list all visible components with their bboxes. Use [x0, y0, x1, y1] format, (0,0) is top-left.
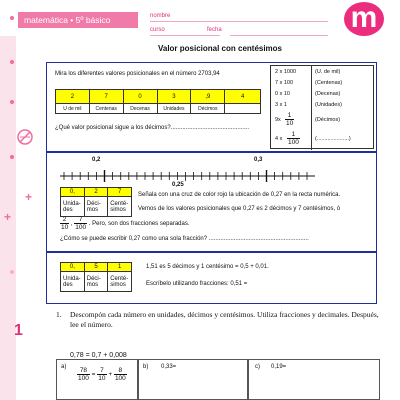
- expanded-form-table: 2 x 1000 (U. de mil) 7 x 100 (Centenas) 0 x 10 (Decenas) 3 x 1 (Unidades) 9x $\frac{1}{10}$ (Décimos) 4 x $\frac{1}{100}$ (.....................): [270, 65, 374, 149]
- decor-dot: [10, 100, 14, 104]
- course-line: [150, 35, 220, 36]
- course-label: curso: [150, 27, 165, 33]
- place-value-table-051: [60, 262, 132, 292]
- tick-label-0-2: 0,2: [92, 157, 101, 163]
- section1-instruction: Mira los diferentes valores posicionales en el número 2703,94: [55, 71, 220, 77]
- digit-cell: 4: [225, 90, 261, 104]
- place-cell: [225, 104, 261, 114]
- digit-cell: 1: [108, 263, 132, 272]
- digit-cell: 3: [157, 90, 191, 104]
- brand-logo: m: [344, 2, 384, 36]
- section2-explanation: Vemos de los valores posicionales que 0,27 es 2 décimos y 7 centésimos, ó: [138, 206, 341, 212]
- answer-box-c[interactable]: [248, 359, 380, 400]
- answer-a-expression: $\frac{78}{100}$ = $\frac{7}{10}$ + $\frac{8}{100}$: [78, 367, 126, 382]
- decor-dot: [10, 16, 14, 20]
- decor-dot: [10, 270, 14, 274]
- decor-dot: [10, 60, 14, 64]
- place-cell: Centé-simos: [108, 272, 132, 292]
- section2-question: ¿Cómo se puede escribir 0,27 como una sola fracción? ............................................................: [60, 236, 309, 242]
- place-cell: Déci-mos: [84, 272, 107, 292]
- place-cell: Décimos: [191, 104, 225, 114]
- digit-cell: 0: [123, 90, 157, 104]
- digit-cell: 7: [89, 90, 123, 104]
- exercise-number: 1.: [56, 310, 62, 319]
- answer-box-b[interactable]: [138, 359, 248, 400]
- answer-a-label: a): [61, 364, 67, 370]
- date-label: fecha: [207, 27, 222, 33]
- section2-instruction: Señala con una cruz de color rojo la ubicación de 0,27 en la recta numérica.: [138, 192, 341, 198]
- digit-cell: 7: [108, 188, 132, 197]
- digit-cell: ,9: [191, 90, 225, 104]
- name-label: nombre: [150, 13, 171, 19]
- place-cell: Unidades: [157, 104, 191, 114]
- page-number: 1: [14, 322, 23, 339]
- tick-label-0-3: 0,3: [254, 157, 263, 163]
- answer-b-text: 0,33=: [161, 364, 177, 370]
- date-line: [230, 35, 328, 36]
- name-line: [150, 21, 328, 22]
- place-cell: Decenas: [123, 104, 157, 114]
- section3-statement: 1,51 es 5 décimos y 1 centésimo = 0,5 + 0,01.: [146, 264, 269, 270]
- digit-cell: 2: [84, 188, 107, 197]
- exercise-statement: Descompón cada número en unidades, décimos y centésimos. Utiliza fracciones y decimales. Después, lee el número.: [70, 310, 379, 329]
- place-value-table: [55, 89, 261, 114]
- answer-box-a[interactable]: [56, 359, 138, 400]
- plus-icon: +: [4, 210, 12, 224]
- digit-cell: 0,: [61, 188, 85, 197]
- answer-c-label: c): [255, 364, 260, 370]
- digit-cell: 0,: [61, 263, 85, 272]
- place-cell: Déci-mos: [84, 197, 107, 217]
- expanded-row: 4 x $\frac{1}{100}$ (.....................): [275, 131, 351, 146]
- section3-prompt: Escríbelo utilizando fracciones: 0,51 =: [146, 281, 248, 287]
- plus-icon: +: [25, 190, 33, 204]
- place-cell: Centé-simos: [108, 197, 132, 217]
- digit-cell: 2: [56, 90, 90, 104]
- place-cell: Centenas: [89, 104, 123, 114]
- exercise-example: 0,78 = 0,7 + 0,008: [70, 352, 127, 359]
- section2-fractions: $\frac{2}{10}$ , $\frac{7}{100}$ . Pero, son dos fracciones separadas.: [61, 216, 190, 231]
- digit-cell: 5: [84, 263, 107, 272]
- answer-b-label: b): [143, 364, 149, 370]
- place-cell: Unida-des: [61, 272, 85, 292]
- place-cell: Unida-des: [61, 197, 85, 217]
- section1-question: ¿Qué valor posicional sigue a los décimos?...............................................: [55, 125, 250, 131]
- page-title: Valor posicional con centésimos: [157, 44, 283, 53]
- decor-dot: [10, 155, 14, 159]
- expanded-row: 9x $\frac{1}{10}$ (Décimos): [275, 112, 341, 127]
- subject-bar: matemática • 5º básico: [18, 12, 138, 28]
- place-cell: U de mil: [56, 104, 90, 114]
- place-value-table-027: [60, 187, 132, 217]
- fraction-2-10: $\frac{2}{10}$: [61, 216, 69, 231]
- tick-label-0-25: 0,25: [172, 182, 184, 188]
- answer-c-text: 0,19=: [271, 364, 287, 370]
- compass-icon: [16, 128, 34, 146]
- fraction-7-100: $\frac{7}{100}$: [75, 216, 87, 231]
